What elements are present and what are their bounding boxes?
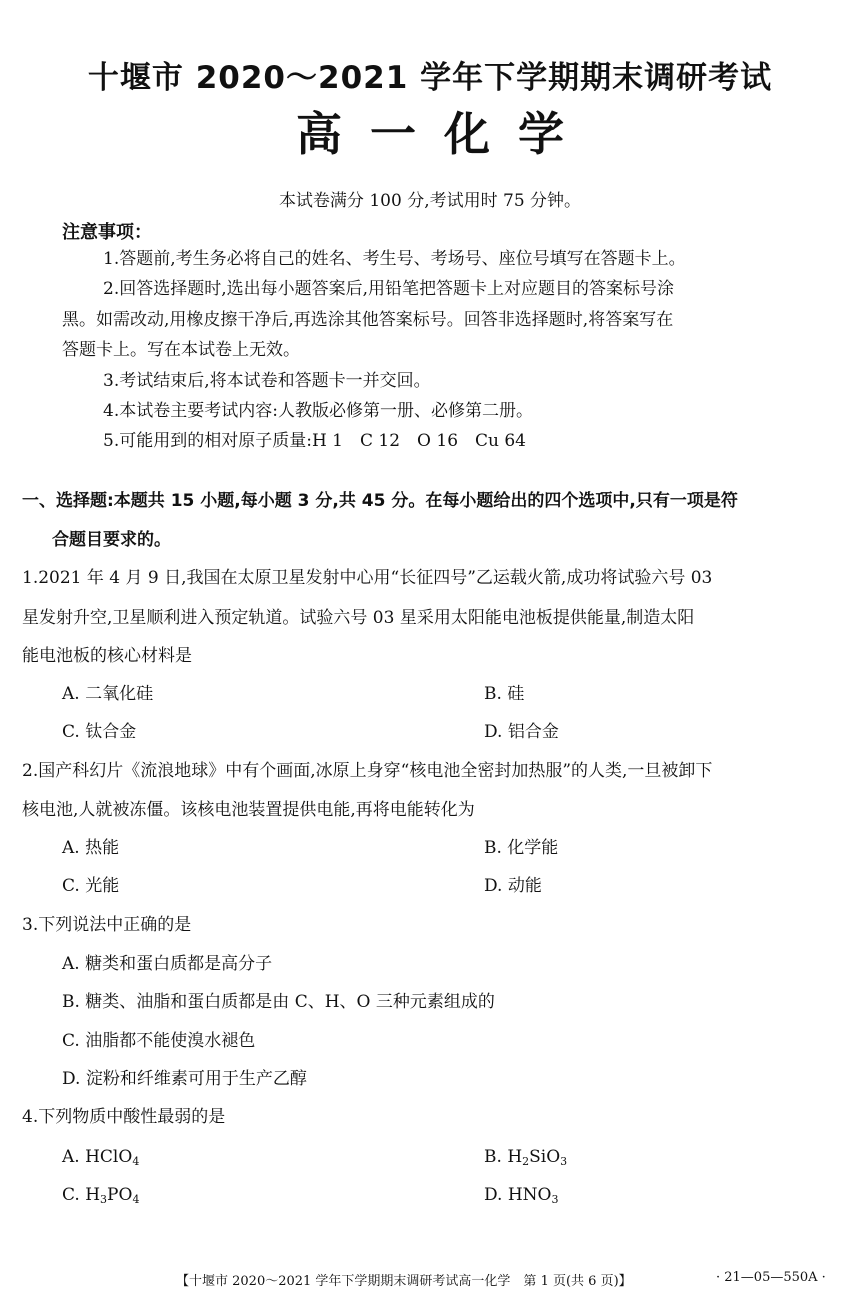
- q1-option-c: C. 钛合金: [62, 722, 137, 742]
- q4-option-a: A. HClO$_4$: [62, 1147, 140, 1168]
- section-heading-cont: 合题目要求的。: [52, 530, 171, 550]
- note-item-1: 1.答题前,考生务必将自己的姓名、考生号、考场号、座位号填写在答题卡上。: [103, 249, 686, 269]
- q3-option-b: B. 糖类、油脂和蛋白质都是由 C、H、O 三种元素组成的: [62, 992, 495, 1012]
- q4-option-c: C. $H_3PO_4$: [62, 1185, 140, 1206]
- q3-option-c: C. 油脂都不能使溴水褪色: [62, 1031, 256, 1051]
- q1-option-d: D. 铝合金: [484, 722, 559, 742]
- exam-subtitle: 本试卷满分 100 分,考试用时 75 分钟。: [278, 191, 582, 211]
- question-1-cont: 星发射升空,卫星顺利进入预定轨道。试验六号 03 星采用太阳能电池板提供能量,制造太阳: [22, 608, 695, 628]
- question-1-cont2: 能电池板的核心材料是: [22, 646, 192, 666]
- note-item-2-cont: 黑。如需改动,用橡皮擦干净后,再选涂其他答案标号。回答非选择题时,将答案写在: [62, 310, 674, 330]
- question-3: 3.下列说法中正确的是: [22, 915, 192, 935]
- q1-option-b: B. 硅: [484, 684, 525, 704]
- notes-heading: 注意事项：: [62, 222, 152, 243]
- q3-option-a: A. 糖类和蛋白质都是高分子: [62, 954, 273, 974]
- q3-option-d: D. 淀粉和纤维素可用于生产乙醇: [62, 1069, 307, 1089]
- note-item-2-cont2: 答题卡上。写在本试卷上无效。: [62, 340, 300, 360]
- note-item-2: 2.回答选择题时,选出每小题答案后,用铅笔把答题卡上对应题目的答案标号涂: [103, 279, 675, 299]
- q2-option-a: A. 热能: [62, 838, 120, 858]
- paper-code: · 21—05—550A ·: [716, 1270, 826, 1285]
- question-4: 4.下列物质中酸性最弱的是: [22, 1107, 226, 1127]
- q4-option-b: B. $H_2SiO_3$: [484, 1147, 568, 1168]
- subject-title: 高一化学: [296, 107, 592, 161]
- q2-option-d: D. 动能: [484, 876, 542, 896]
- question-1: 1.2021 年 4 月 9 日,我国在太原卫星发射中心用“长征四号”乙运载火箭,成功将试验六号 03: [22, 568, 713, 588]
- q2-option-c: C. 光能: [62, 876, 120, 896]
- page-footer: 【十堰市 2020～2021 学年下学期期末调研考试高一化学 第 1 页(共 6 页)】: [176, 1274, 632, 1289]
- q1-option-a: A. 二氧化硅: [62, 684, 154, 704]
- exam-title: 十堰市 2020～2021 学年下学期期末调研考试: [87, 60, 773, 96]
- note-item-5: 5.可能用到的相对原子质量:H 1 C 12 O 16 Cu 64: [103, 431, 526, 451]
- question-2-cont: 核电池,人就被冻僵。该核电池装置提供电能,再将电能转化为: [22, 800, 475, 820]
- q2-option-b: B. 化学能: [484, 838, 559, 858]
- q4-option-d: D. $HNO_3$: [484, 1185, 559, 1206]
- section-heading: 一、选择题:本题共 15 小题,每小题 3 分,共 45 分。在每小题给出的四个选项中,只有一项是符: [22, 491, 738, 511]
- question-2: 2.国产科幻片《流浪地球》中有个画面,冰原上身穿“核电池全密封加热服”的人类,一旦被卸下: [22, 761, 713, 781]
- note-item-4: 4.本试卷主要考试内容:人教版必修第一册、必修第二册。: [103, 401, 533, 421]
- note-item-3: 3.考试结束后,将本试卷和答题卡一并交回。: [103, 371, 431, 391]
